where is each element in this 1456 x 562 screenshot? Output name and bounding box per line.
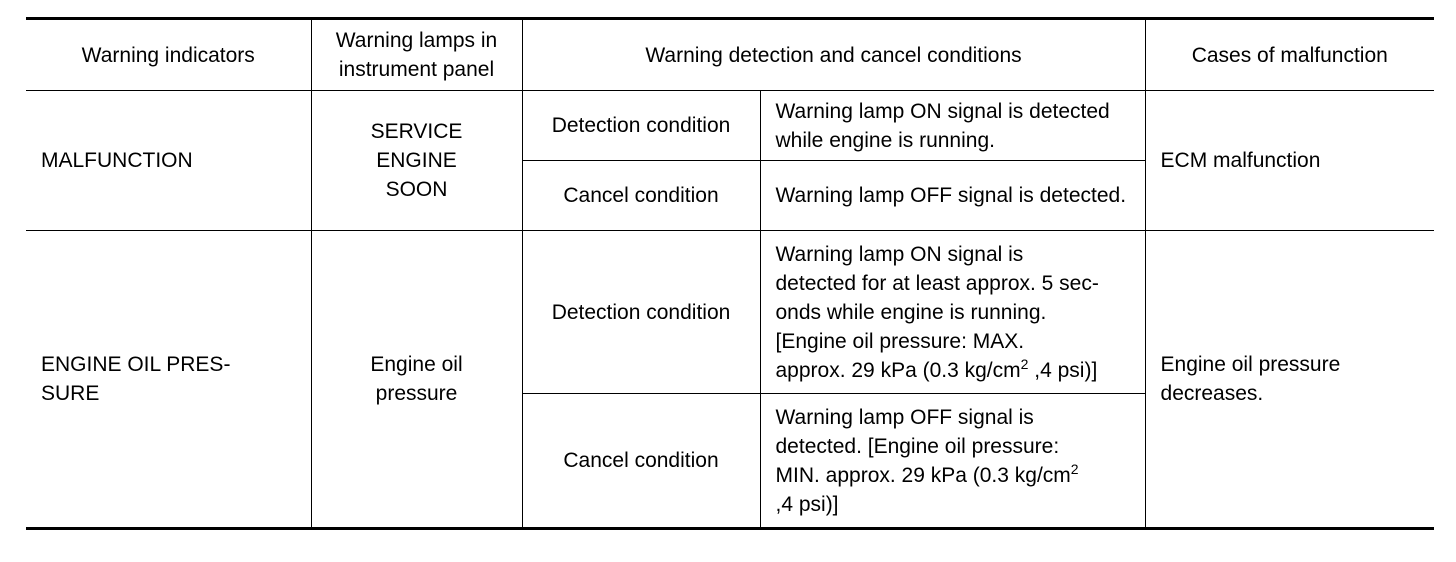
detection-condition-text: Warning lamp ON signal is detected while engine is running. xyxy=(760,91,1145,161)
superscript: 2 xyxy=(1020,355,1029,372)
cancel-condition-text: Warning lamp OFF signal is detected. xyxy=(760,161,1145,231)
cancel-condition-label: Cancel condition xyxy=(522,161,760,231)
detection-condition-label: Detection condition xyxy=(522,91,760,161)
lamp-engine-oil-pressure xyxy=(311,231,522,529)
table-header-row xyxy=(26,19,1434,91)
text-fragment: approx. 29 kPa (0.3 kg/cm xyxy=(775,358,1021,382)
table-row xyxy=(26,91,1434,161)
text-line xyxy=(776,356,1130,385)
header-warning-indicators: Warning indicators xyxy=(26,19,311,91)
lamp-line: Engine oil xyxy=(370,353,463,376)
lamp-line: pressure xyxy=(375,382,458,405)
cancel-condition-text xyxy=(760,394,1145,529)
superscript: 2 xyxy=(1070,460,1079,477)
text-line: ,4 psi)] xyxy=(775,492,839,516)
header-warning-lamps-line2: instrument panel xyxy=(338,58,495,81)
lamp-line: SERVICE xyxy=(370,120,463,143)
text-line: onds while engine is running. xyxy=(775,300,1047,324)
lamp-line: ENGINE xyxy=(376,149,457,172)
text-line: [Engine oil pressure: MAX. xyxy=(775,329,1025,353)
header-warning-lamps xyxy=(311,19,522,91)
text-line: detected. [Engine oil pressure: xyxy=(775,434,1060,458)
indicator-malfunction: MALFUNCTION xyxy=(26,91,311,231)
malfunction-case: ECM malfunction xyxy=(1145,91,1434,231)
header-cases-of-malfunction: Cases of malfunction xyxy=(1145,19,1434,91)
text-fragment: MIN. approx. 29 kPa (0.3 kg/cm xyxy=(775,463,1071,487)
table-row xyxy=(26,231,1434,394)
malfunction-line: decreases. xyxy=(1160,382,1264,405)
lamp-service-engine-soon xyxy=(311,91,522,231)
text-fragment: ,4 psi)] xyxy=(1028,358,1098,382)
indicator-engine-oil-pressure xyxy=(26,231,311,529)
indicator-line: ENGINE OIL PRES- xyxy=(41,353,231,376)
text-line: detected for at least approx. 5 sec- xyxy=(775,271,1099,295)
lamp-line: SOON xyxy=(385,178,448,201)
text-line xyxy=(776,461,1130,490)
cancel-condition-label: Cancel condition xyxy=(522,394,760,529)
warning-conditions-table xyxy=(26,17,1434,530)
text-line: Warning lamp ON signal is xyxy=(775,242,1024,266)
indicator-line: SURE xyxy=(41,382,100,405)
malfunction-line: Engine oil pressure xyxy=(1160,353,1341,376)
detection-condition-label: Detection condition xyxy=(522,231,760,394)
detection-condition-text xyxy=(760,231,1145,394)
text-line: Warning lamp OFF signal is xyxy=(775,405,1034,429)
header-detection-cancel-conditions: Warning detection and cancel conditions xyxy=(522,19,1145,91)
malfunction-case xyxy=(1145,231,1434,529)
header-warning-lamps-line1: Warning lamps in xyxy=(335,29,498,52)
